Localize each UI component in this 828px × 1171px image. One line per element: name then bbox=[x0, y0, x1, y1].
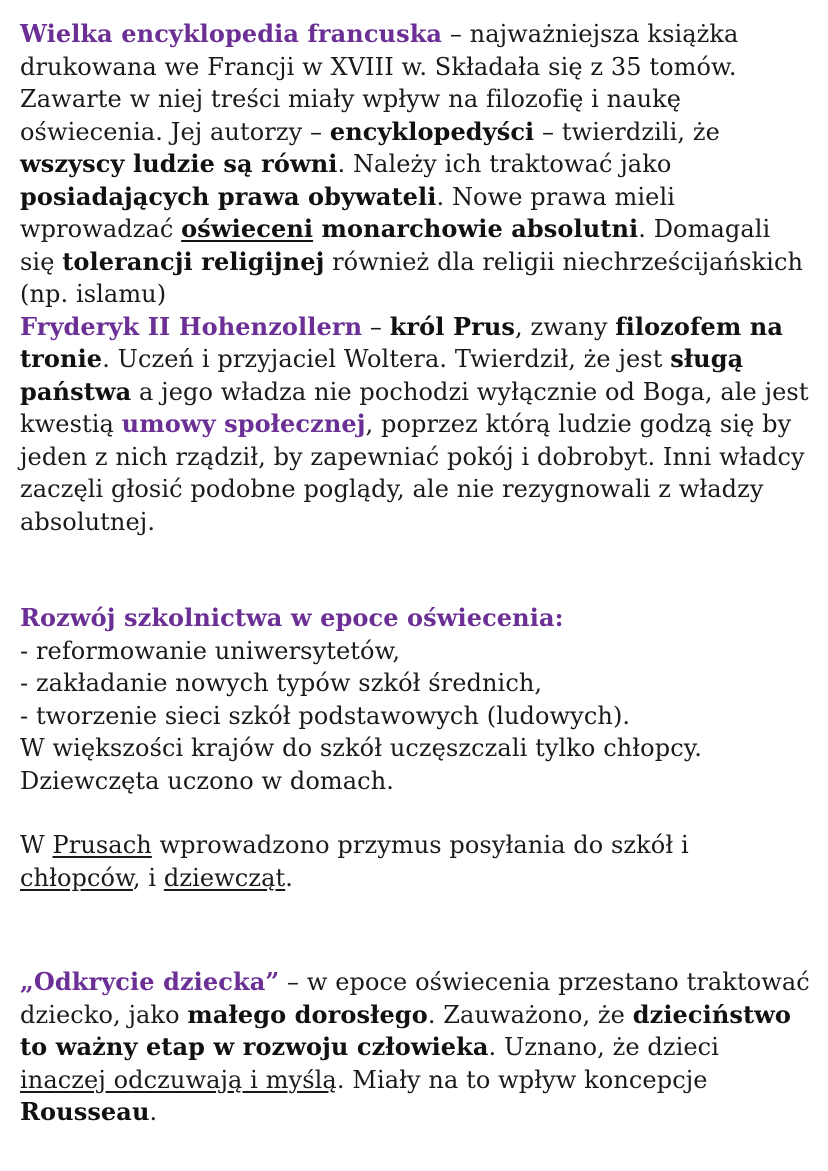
bold-text: król Prus bbox=[389, 311, 516, 341]
text: W bbox=[20, 831, 53, 859]
text: . Należy ich traktować jako bbox=[337, 150, 672, 178]
bold-text: monarchowie absolutni bbox=[313, 214, 639, 243]
term-frederick: Fryderyk II Hohenzollern bbox=[20, 311, 363, 341]
text: . Zauważono, że bbox=[427, 1000, 633, 1029]
text: – twierdzili, że bbox=[534, 117, 720, 146]
text: . Nowe prawa mieli wprowadzać bbox=[20, 182, 675, 243]
bold-text: Rousseau bbox=[20, 1097, 150, 1126]
bold-text: sługą państwa bbox=[20, 344, 744, 406]
bold-text: posiadających prawa obywateli bbox=[20, 181, 437, 211]
text: wprowadzono przymus posyłania do szkół i bbox=[151, 831, 689, 859]
list-schools bbox=[20, 635, 810, 733]
text: . Uczeń i przyjaciel Woltera. Twierdził, że jest bbox=[102, 345, 671, 373]
list-item: - zakładanie nowych typów szkół średnich, bbox=[20, 669, 543, 697]
text: , poprzez którą ludzie godzą się by jeden z nich rządził, by zapewniać pokój i dobrobyt. Inni władcy zaczęli głosić podobne poglądy, ale nie rezygnowali z władzy absolutnej. bbox=[20, 410, 805, 536]
text: . Miały na to wpływ koncepcje bbox=[336, 1065, 708, 1094]
text: . Uznano, że dzieci bbox=[488, 1033, 719, 1061]
underlined-text: chłopców bbox=[20, 863, 133, 892]
text: – w epoce oświecenia przestano traktować dziecko, jako bbox=[20, 968, 810, 1029]
underlined-text: dziewcząt bbox=[163, 863, 286, 892]
text: – najważniejsza książka drukowana we Francji w XVIII w. Składała się z 35 tomów. Zawarte w niej treści miały wpływ na filozofię i naukę oświecenia. Jej autorzy – bbox=[20, 20, 739, 146]
underlined-text: Prusach bbox=[52, 831, 152, 859]
paragraph-frederick bbox=[20, 311, 810, 539]
section-heading-schools: Rozwój szkolnictwa w epoce oświecenia: bbox=[20, 603, 564, 632]
term-encyclopedia: Wielka encyklopedia francuska bbox=[20, 19, 443, 48]
list-item: - reformowanie uniwersytetów, bbox=[20, 636, 401, 665]
paragraph-schools-note: W większości krajów do szkół uczęszczali tylko chłopcy. Dziewczęta uczono w domach. bbox=[20, 734, 702, 795]
highlight-text: umowy społecznej bbox=[121, 409, 366, 438]
paragraph-prussia bbox=[20, 829, 810, 894]
underlined-text: inaczej odczuwają i myślą bbox=[20, 1065, 337, 1094]
bold-text: tolerancji religijnej bbox=[62, 246, 325, 276]
text: . Domagali się bbox=[20, 215, 771, 276]
text: – bbox=[362, 312, 390, 341]
spacer bbox=[20, 538, 810, 602]
text: a jego władza nie pochodzi wyłącznie od Boga, ale jest kwestią bbox=[20, 377, 809, 438]
spacer bbox=[20, 797, 810, 829]
bold-text: encyklopedyści bbox=[329, 116, 535, 146]
term-child-discovery: „Odkrycie dziecka” bbox=[20, 967, 280, 996]
bold-text: małego dorosłego bbox=[187, 999, 428, 1029]
spacer bbox=[20, 894, 810, 966]
bold-text: dzieciństwo to ważny etap w rozwoju człowieka bbox=[20, 999, 792, 1061]
bold-text: wszyscy ludzie są równi bbox=[20, 149, 338, 178]
document-page bbox=[20, 18, 810, 1129]
text: . bbox=[149, 1098, 158, 1126]
bold-text: filozofem na tronie bbox=[20, 311, 783, 373]
bold-underlined-text: oświeceni bbox=[181, 214, 314, 243]
text: , zwany bbox=[515, 312, 616, 341]
paragraph-encyclopedia bbox=[20, 18, 810, 311]
text: . bbox=[285, 863, 293, 892]
list-item: - tworzenie sieci szkół podstawowych (ludowych). bbox=[20, 701, 631, 730]
paragraph-child-discovery bbox=[20, 966, 810, 1129]
text: , i bbox=[132, 863, 164, 892]
text: również dla religii niechrześcijańskich (np. islamu) bbox=[20, 247, 804, 308]
